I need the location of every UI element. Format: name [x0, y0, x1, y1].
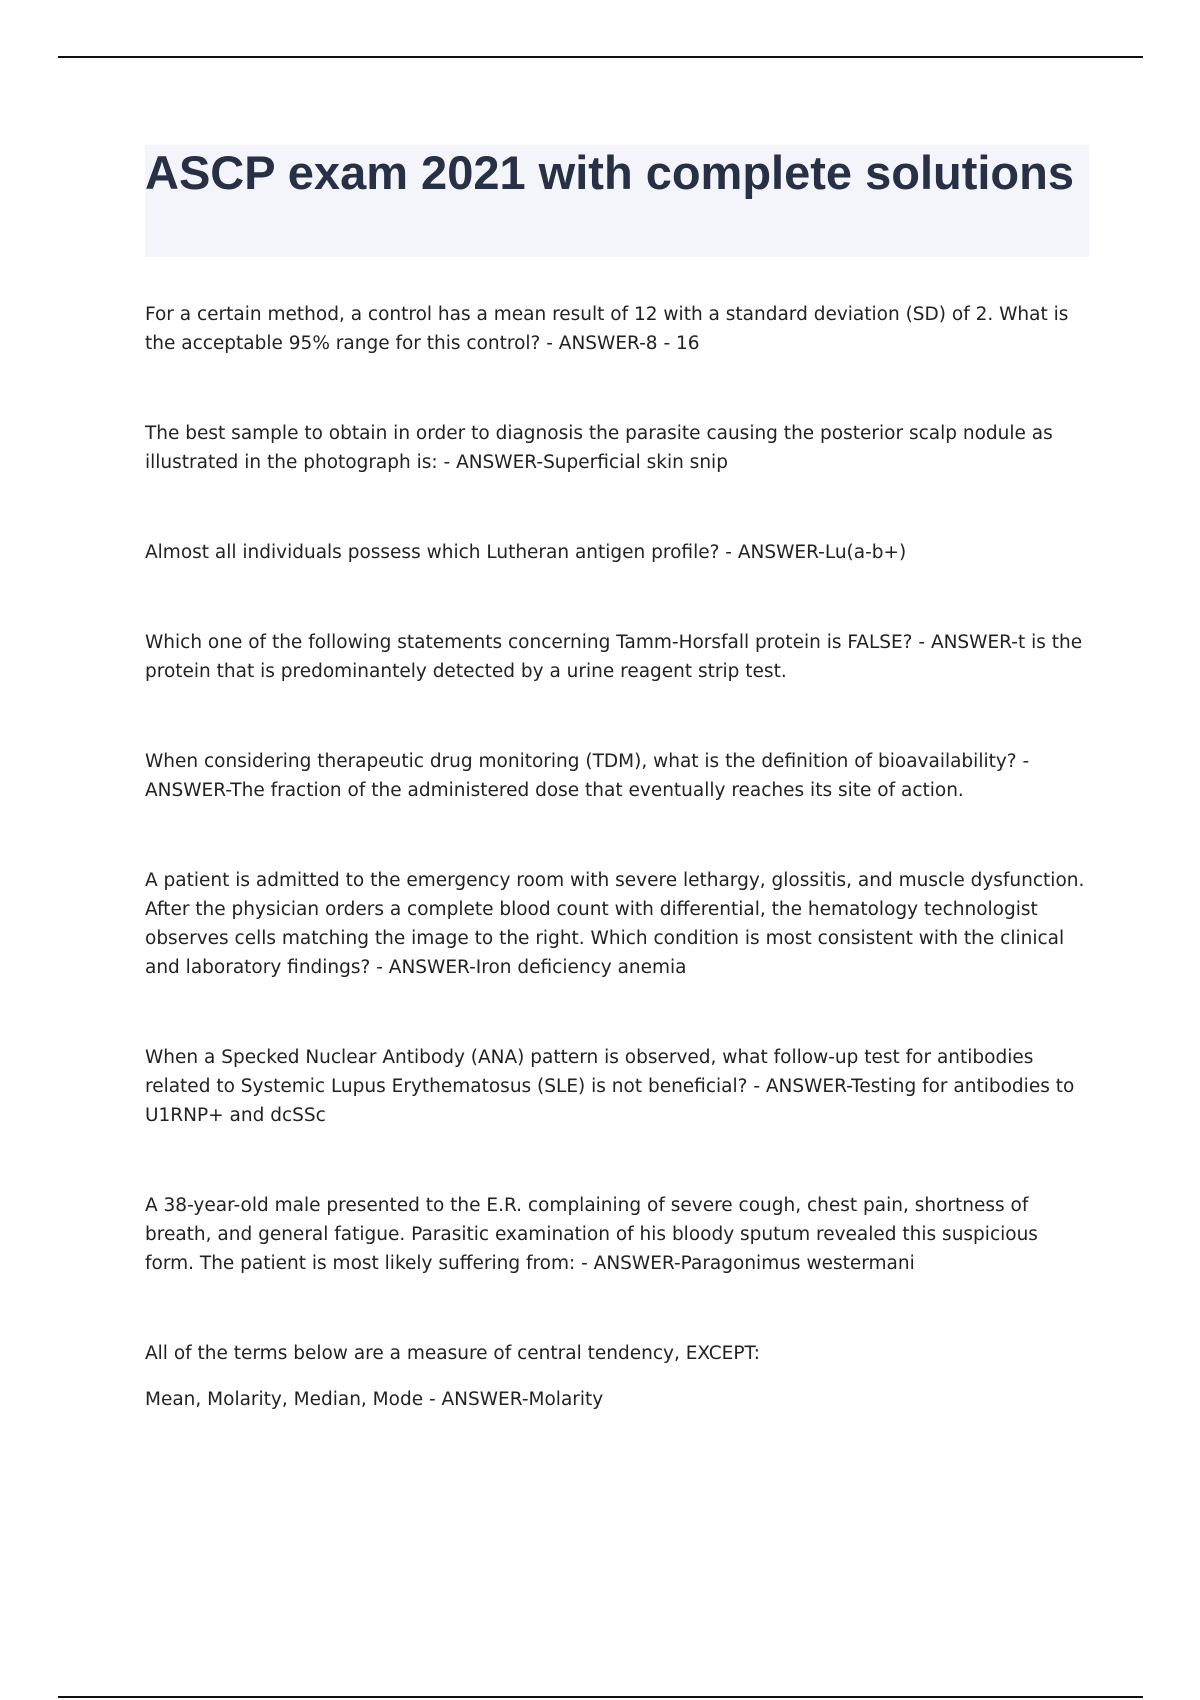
- qa-item-9: [145, 1339, 1085, 1414]
- top-rule: [58, 56, 1143, 58]
- qa-item-4: [145, 628, 1085, 686]
- qa-item-5: [145, 747, 1085, 805]
- title-block: [145, 145, 1089, 257]
- qa-text: For a certain method, a control has a mean result of 12 with a standard deviation (SD) of 2. What is the acceptable 95% range for this control? - ANSWER-8 - 16: [145, 304, 1069, 354]
- qa-text: When a Specked Nuclear Antibody (ANA) pattern is observed, what follow-up test for antibodies related to Systemic Lupus Erythematosus (SLE) is not beneficial? - ANSWER-Testing for antibodies to U1RNP+ and dcSSc: [145, 1047, 1075, 1126]
- qa-text: The best sample to obtain in order to diagnosis the parasite causing the posterior scalp nodule as illustrated in the photograph is: - ANSWER-Superficial skin snip: [145, 423, 1053, 473]
- qa-item-1: [145, 300, 1085, 358]
- qa-text: A 38-year-old male presented to the E.R. complaining of severe cough, chest pain, shortness of breath, and general fatigue. Parasitic examination of his bloody sputum revealed this suspicious form. The patient is most likely suffering from: - ANSWER-Paragonimus westermani: [145, 1195, 1038, 1274]
- qa-text: Which one of the following statements concerning Tamm-Horsfall protein is FALSE? - ANSWER-t is the protein that is predominantely detected by a urine reagent strip test.: [145, 632, 1083, 682]
- qa-text-continued: Mean, Molarity, Median, Mode - ANSWER-Molarity: [145, 1389, 604, 1410]
- bottom-rule: [58, 1696, 1143, 1698]
- qa-text: All of the terms below are a measure of central tendency, EXCEPT:: [145, 1343, 760, 1364]
- qa-text: When considering therapeutic drug monitoring (TDM), what is the definition of bioavailability? - ANSWER-The fraction of the administered dose that eventually reaches its site of action.: [145, 751, 1030, 801]
- qa-item-6: [145, 866, 1085, 982]
- qa-list: [145, 300, 1085, 1414]
- qa-item-3: [145, 538, 1085, 567]
- qa-text: A patient is admitted to the emergency room with severe lethargy, glossitis, and muscle dysfunction. After the physician orders a complete blood count with differential, the hematology technologist observes cells matching the image to the right. Which condition is most consistent with the clinical and laboratory findings? - ANSWER-Iron deficiency anemia: [145, 870, 1085, 978]
- qa-item-8: [145, 1191, 1085, 1278]
- qa-item-2: [145, 419, 1085, 477]
- qa-item-7: [145, 1043, 1085, 1130]
- qa-text: Almost all individuals possess which Lutheran antigen profile? - ANSWER-Lu(a-b+): [145, 542, 907, 563]
- document-title: ASCP exam 2021 with complete solutions: [145, 146, 1074, 199]
